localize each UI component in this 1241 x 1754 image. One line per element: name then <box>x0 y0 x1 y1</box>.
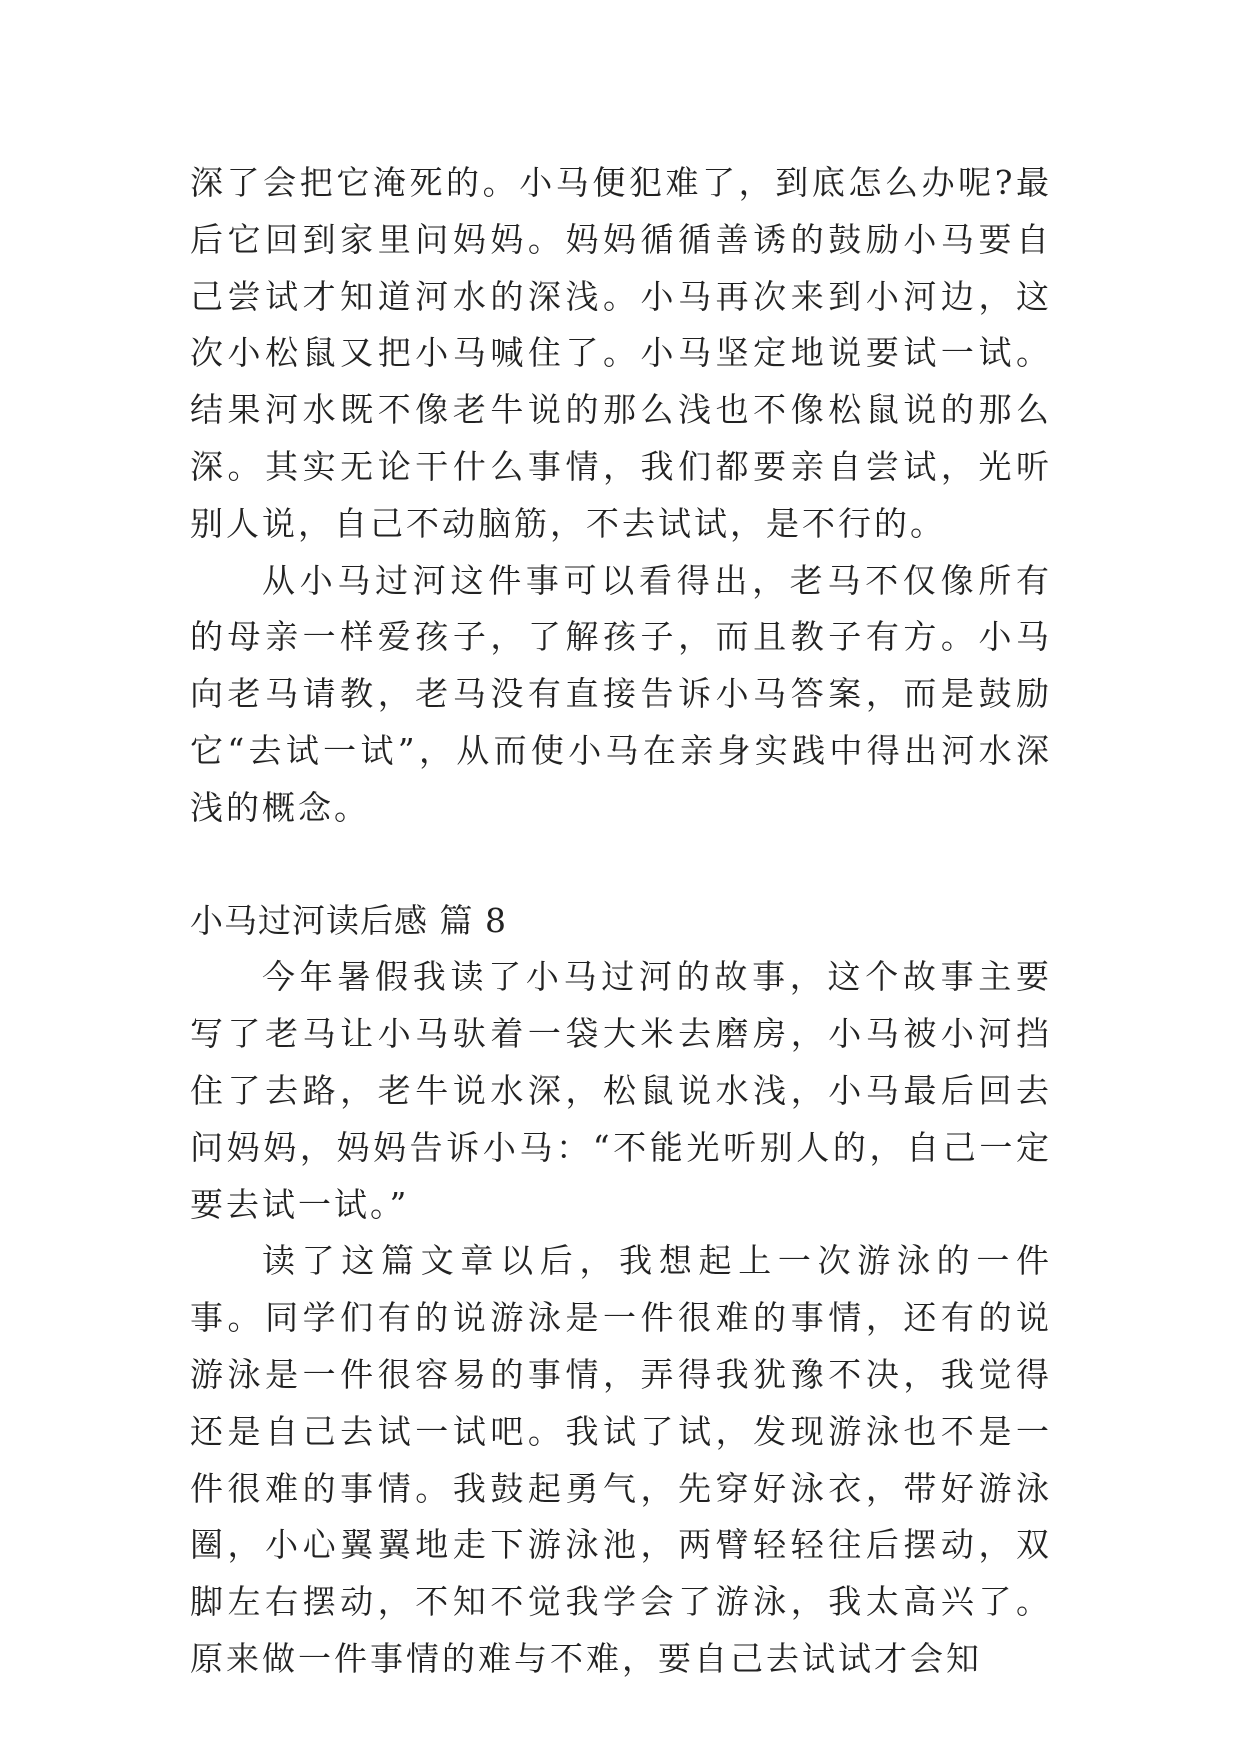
paragraph-conclusion: 从小马过河这件事可以看得出，老马不仅像所有的母亲一样爱孩子，了解孩子，而且教子有方。小马向老马请教，老马没有直接告诉小马答案，而是鼓励它“去试一试”，从而使小马在亲身实践中得出河水深浅的概念。 <box>190 560 1052 827</box>
paragraph-continuation: 深了会把它淹死的。小马便犯难了，到底怎么办呢?最后它回到家里问妈妈。妈妈循循善诱的鼓励小马要自己尝试才知道河水的深浅。小马再次来到小河边，这次小松鼠又把小马喊住了。小马坚定地说要试一试。结果河水既不像老牛说的那么浅也不像松鼠说的那么深。其实无论干什么事情，我们都要亲自尝试，光听别人说，自己不动脑筋，不去试试，是不行的。 <box>190 163 1052 543</box>
document-body <box>190 155 1052 1688</box>
paragraph-summary: 今年暑假我读了小马过河的故事，这个故事主要写了老马让小马驮着一袋大米去磨房，小马被小河挡住了去路，老牛说水深，松鼠说水浅，小马最后回去问妈妈，妈妈告诉小马：“不能光听别人的，自己一定要去试一试。” <box>190 957 1052 1224</box>
section-title: 小马过河读后感 篇 8 <box>190 900 507 940</box>
paragraph-reflection: 读了这篇文章以后，我想起上一次游泳的一件事。同学们有的说游泳是一件很难的事情，还有的说游泳是一件很容易的事情，弄得我犹豫不决，我觉得还是自己去试一试吧。我试了试，发现游泳也不是一件很难的事情。我鼓起勇气，先穿好泳衣，带好游泳圈，小心翼翼地走下游泳池，两臂轻轻往后摆动，双脚左右摆动，不知不觉我学会了游泳，我太高兴了。原来做一件事情的难与不难，要自己去试试才会知 <box>190 1241 1052 1678</box>
